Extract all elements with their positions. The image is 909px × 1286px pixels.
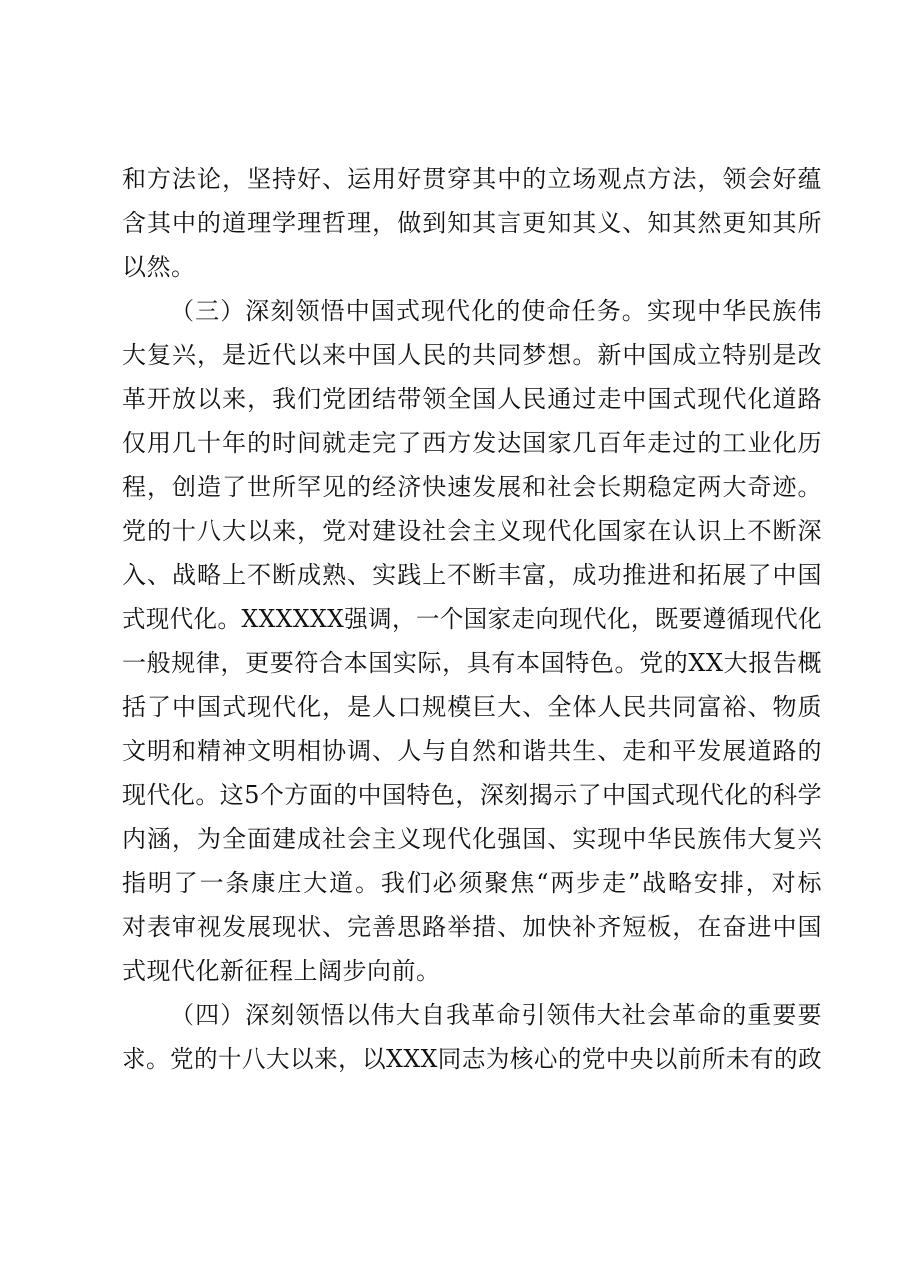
text-line: 式现代化。XXXXXX强调，一个国家走向现代化，既要遵循现代化	[122, 605, 822, 633]
text-line: 式现代化新征程上阔步向前。	[122, 957, 441, 985]
text-line: 含其中的道理学理哲理，做到知其言更知其义、知其然更知其所	[122, 209, 822, 237]
section-heading-line: （三）深刻领悟中国式现代化的使命任务。实现中华民族伟	[170, 297, 822, 325]
body-text	[122, 157, 822, 1081]
text-line: 文明和精神文明相协调、人与自然和谐共生、走和平发展道路的	[122, 737, 822, 765]
section-heading-line: （四）深刻领悟以伟大自我革命引领伟大社会革命的重要要	[170, 1001, 822, 1029]
text-line: 求。党的十八大以来，以XXX同志为核心的党中央以前所未有的政	[122, 1045, 822, 1073]
text-line: 大复兴，是近代以来中国人民的共同梦想。新中国成立特别是改	[122, 341, 822, 369]
text-line: 括了中国式现代化，是人口规模巨大、全体人民共同富裕、物质	[122, 693, 822, 721]
text-line: 以然。	[122, 253, 196, 281]
text-line: 革开放以来，我们党团结带领全国人民通过走中国式现代化道路	[122, 385, 822, 413]
text-line: 现代化。这5个方面的中国特色，深刻揭示了中国式现代化的科学	[122, 781, 823, 809]
text-line: 对表审视发展现状、完善思路举措、加快补齐短板，在奋进中国	[122, 913, 822, 941]
text-line: 仅用几十年的时间就走完了西方发达国家几百年走过的工业化历	[122, 429, 822, 457]
text-line: 党的十八大以来，党对建设社会主义现代化国家在认识上不断深	[122, 517, 822, 545]
text-line: 内涵，为全面建成社会主义现代化强国、实现中华民族伟大复兴	[122, 825, 822, 853]
text-line: 程，创造了世所罕见的经济快速发展和社会长期稳定两大奇迹。	[122, 473, 822, 501]
text-line: 指明了一条康庄大道。我们必须聚焦“两步走”战略安排，对标	[122, 869, 822, 897]
text-line: 一般规律，更要符合本国实际，具有本国特色。党的XX大报告概	[122, 649, 822, 677]
text-line: 入、战略上不断成熟、实践上不断丰富，成功推进和拓展了中国	[122, 561, 822, 589]
text-line: 和方法论，坚持好、运用好贯穿其中的立场观点方法，领会好蕴	[122, 165, 822, 193]
